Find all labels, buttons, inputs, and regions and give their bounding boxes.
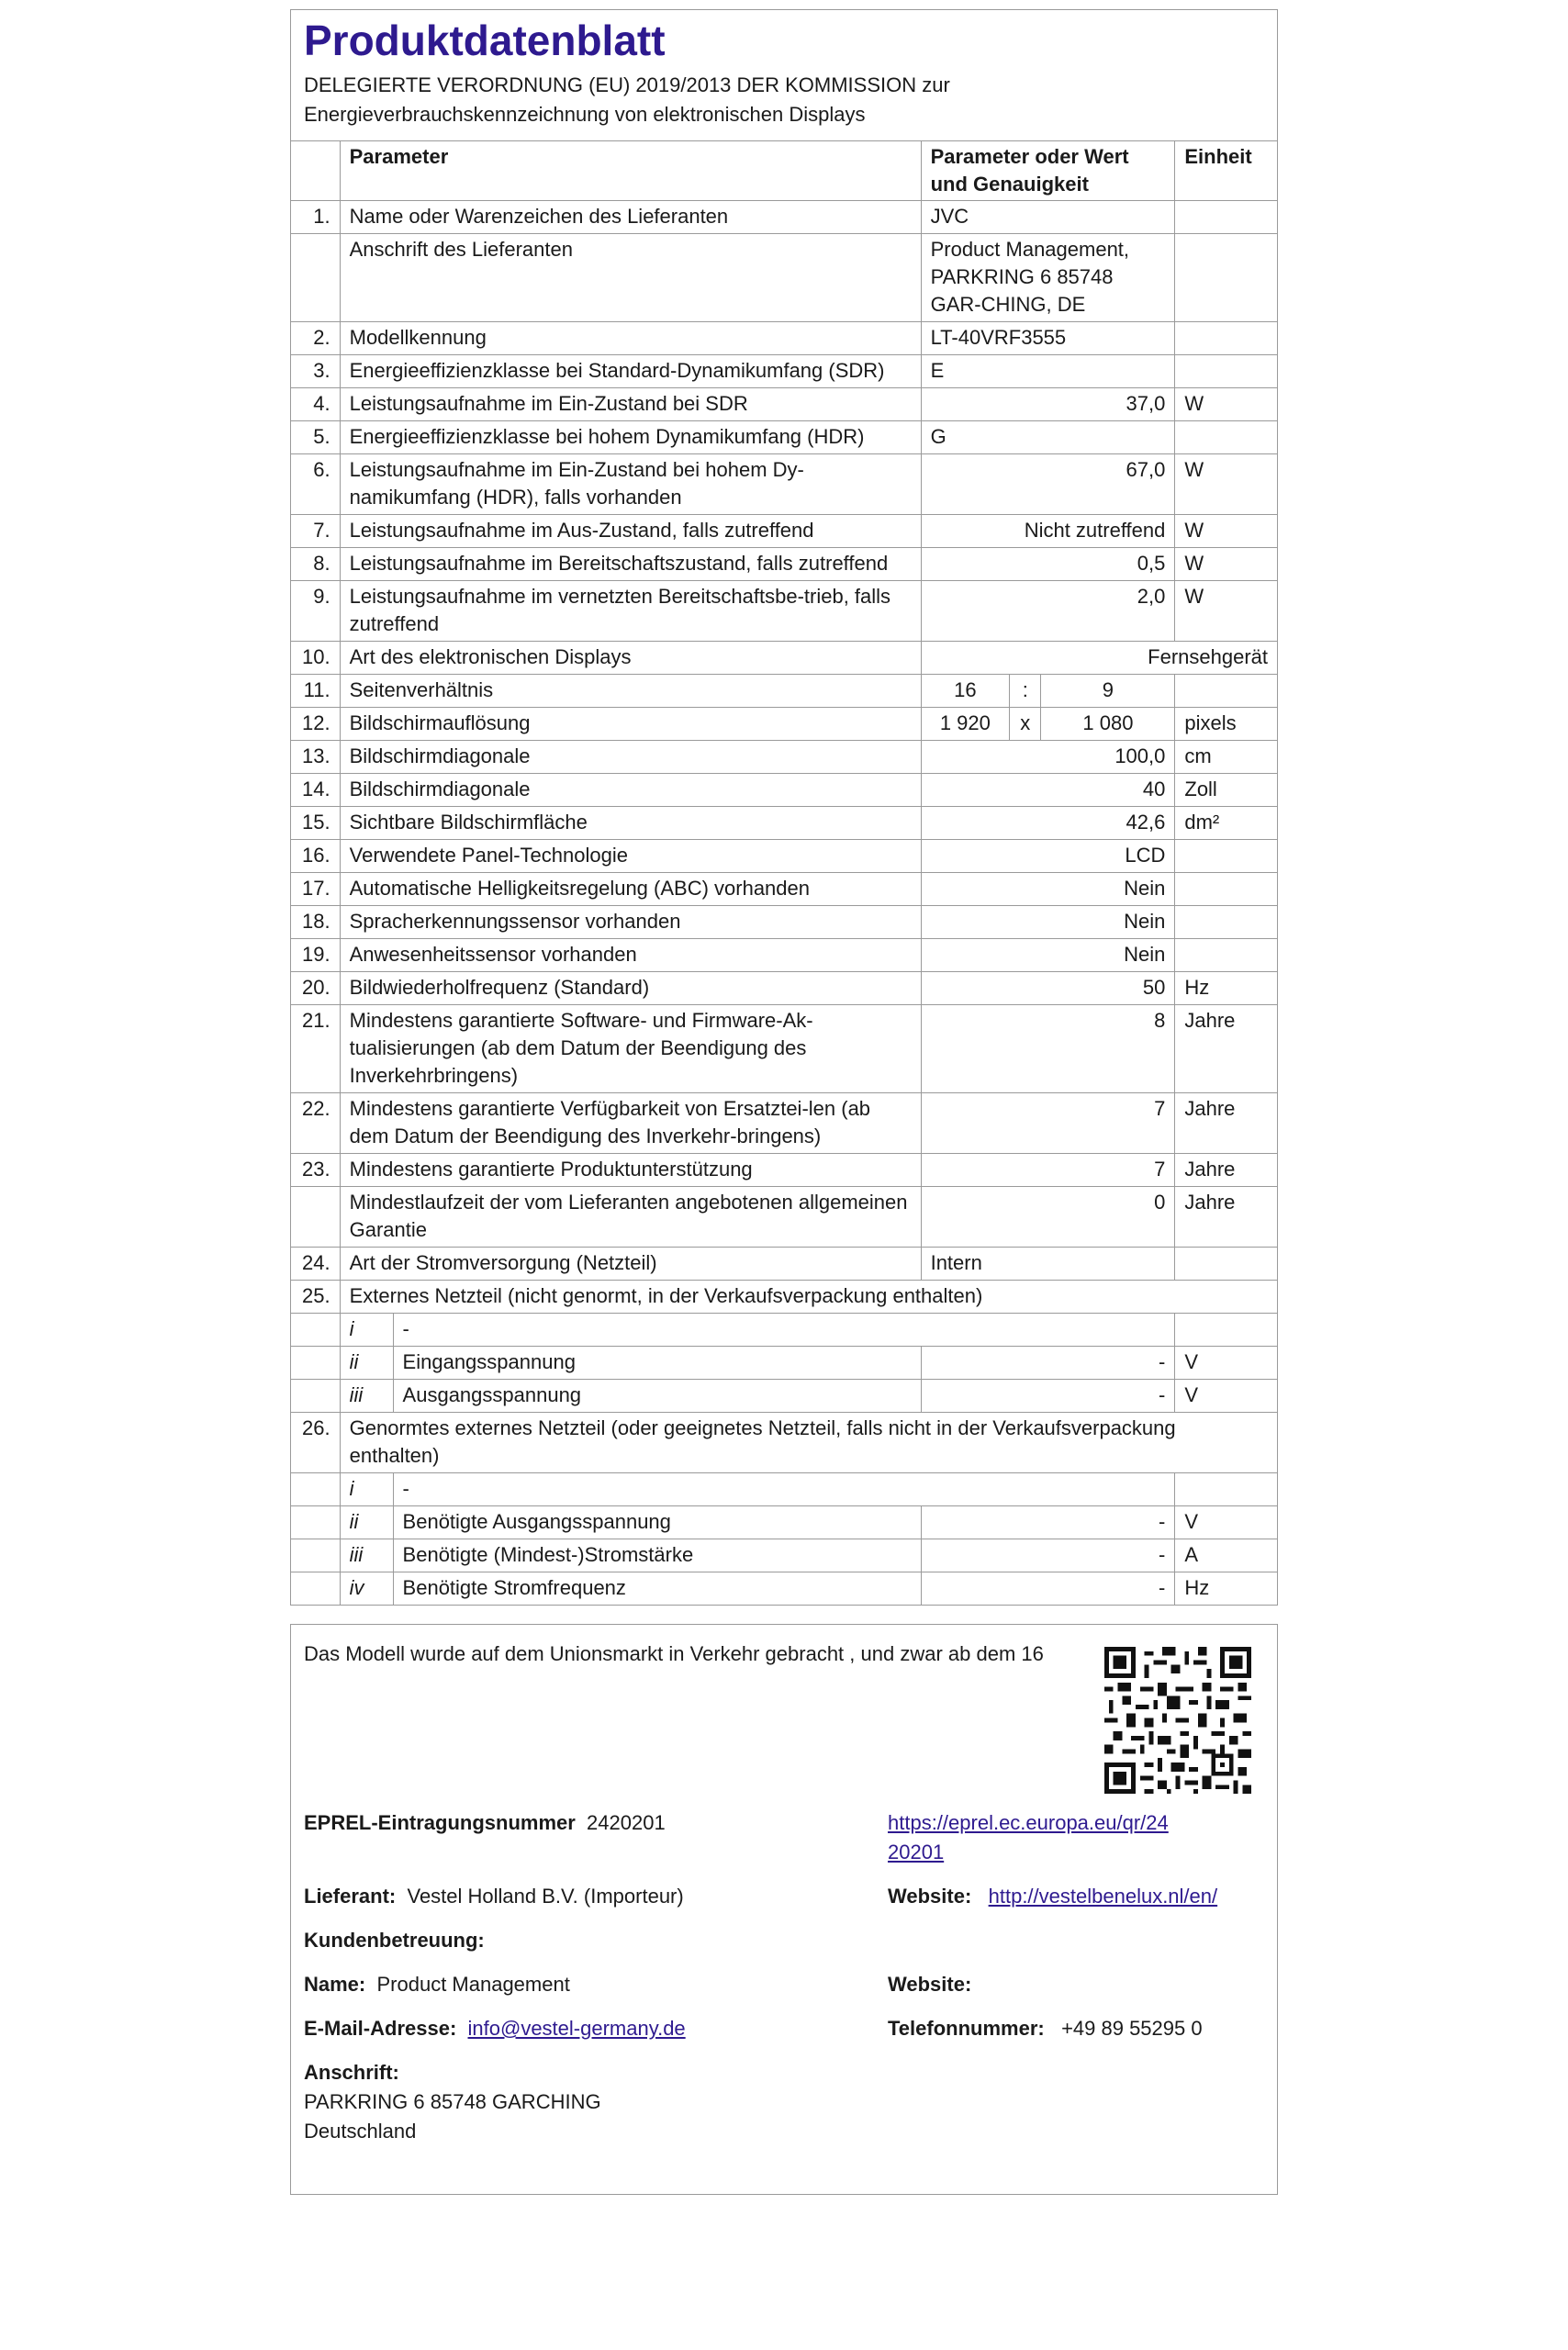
row-value: 2,0 <box>921 581 1175 642</box>
email-link[interactable]: info@vestel-germany.de <box>467 2017 686 2040</box>
subrow-label: Benötigte Stromfrequenz <box>393 1572 921 1606</box>
row-label: Bildwiederholfrequenz (Standard) <box>340 972 921 1005</box>
table-row <box>291 355 1278 388</box>
qr-code-icon[interactable] <box>1104 1647 1251 1794</box>
row-number: 13. <box>291 741 341 774</box>
row-number: 19. <box>291 939 341 972</box>
header-value: Parameter oder Wert und Genauigkeit <box>921 141 1175 201</box>
sheet-footer <box>290 1624 1278 2195</box>
row-number: 2. <box>291 322 341 355</box>
eprel-link[interactable] <box>888 1808 1169 1867</box>
subrow-label: - <box>393 1473 1175 1506</box>
row-number: 18. <box>291 906 341 939</box>
row-value: 8 <box>921 1005 1175 1093</box>
row-label: Spracherkennungssensor vorhanden <box>340 906 921 939</box>
table-row <box>291 388 1278 421</box>
row-label: Genormtes externes Netzteil (oder geeignetes Netzteil, falls nicht in der Verkaufsverpackung enthalten) <box>340 1413 1277 1473</box>
row-label: Automatische Helligkeitsregelung (ABC) vorhanden <box>340 873 921 906</box>
table-row <box>291 515 1278 548</box>
supplier-label: Lieferant: <box>304 1885 397 1908</box>
row-number: 11. <box>291 675 341 708</box>
subrow-index: ii <box>340 1506 393 1539</box>
subtitle-line-2: Energieverbrauchskennzeichnung von elektronischen Displays <box>304 103 866 126</box>
table-row <box>291 741 1278 774</box>
row-unit: Jahre <box>1175 1187 1278 1248</box>
row-value: 0 <box>921 1187 1175 1248</box>
eprel-link-line-1[interactable]: https://eprel.ec.europa.eu/qr/24 <box>888 1811 1169 1834</box>
table-subrow <box>291 1380 1278 1413</box>
subrow-value: - <box>921 1539 1175 1572</box>
service-website-label: Website: <box>888 1973 972 1996</box>
phone-block <box>888 2014 1203 2043</box>
row-unit <box>1175 873 1278 906</box>
row-number: 21. <box>291 1005 341 1093</box>
subrow-value: - <box>921 1380 1175 1413</box>
eprel-link-line-2[interactable]: 20201 <box>888 1841 945 1863</box>
table-row <box>291 873 1278 906</box>
subrow-value: - <box>921 1506 1175 1539</box>
table-row <box>291 840 1278 873</box>
table-row <box>291 708 1278 741</box>
row-number: 8. <box>291 548 341 581</box>
row-unit <box>1175 840 1278 873</box>
subrow-label: Ausgangsspannung <box>393 1380 921 1413</box>
row-number: 26. <box>291 1413 341 1473</box>
row-value: JVC <box>921 201 1175 234</box>
table-row <box>291 421 1278 454</box>
row-unit: Jahre <box>1175 1005 1278 1093</box>
table-row <box>291 1005 1278 1093</box>
row-number: 12. <box>291 708 341 741</box>
subrow-index: iv <box>340 1572 393 1606</box>
row-label: Mindestens garantierte Software- und Firmware-Ak-tualisierungen (ab dem Datum der Beendigung des Inverkehrbringens) <box>340 1005 921 1093</box>
row-value: 7 <box>921 1154 1175 1187</box>
aspect-ratio-width: 16 <box>921 675 1010 708</box>
subrow-unit: Hz <box>1175 1572 1278 1606</box>
table-row <box>291 581 1278 642</box>
table-subrow <box>291 1506 1278 1539</box>
phone-label: Telefonnummer: <box>888 2017 1045 2040</box>
row-value: Nein <box>921 939 1175 972</box>
table-row <box>291 774 1278 807</box>
subrow-unit: V <box>1175 1380 1278 1413</box>
row-value: 7 <box>921 1093 1175 1154</box>
row-number: 20. <box>291 972 341 1005</box>
row-number: 15. <box>291 807 341 840</box>
row-label: Leistungsaufnahme im Aus-Zustand, falls zutreffend <box>340 515 921 548</box>
parameter-table <box>290 140 1278 1606</box>
row-label: Bildschirmdiagonale <box>340 774 921 807</box>
row-label: Mindestens garantierte Verfügbarkeit von Ersatztei-len (ab dem Datum der Beendigung des Inverkehr-bringens) <box>340 1093 921 1154</box>
contact-name-label: Name: <box>304 1973 366 1996</box>
row-number: 23. <box>291 1154 341 1187</box>
subrow-unit: A <box>1175 1539 1278 1572</box>
row-number: 4. <box>291 388 341 421</box>
row-unit: Hz <box>1175 972 1278 1005</box>
table-row <box>291 642 1278 675</box>
row-unit: Jahre <box>1175 1154 1278 1187</box>
row-unit <box>1175 201 1278 234</box>
row-unit <box>1175 939 1278 972</box>
table-row <box>291 939 1278 972</box>
row-unit <box>1175 421 1278 454</box>
row-unit: W <box>1175 515 1278 548</box>
subrow-index: ii <box>340 1347 393 1380</box>
table-subrow <box>291 1539 1278 1572</box>
row-value: Nicht zutreffend <box>921 515 1175 548</box>
eprel-number: 2420201 <box>587 1811 666 1834</box>
row-unit <box>1175 234 1278 322</box>
row-value: 40 <box>921 774 1175 807</box>
row-label: Art des elektronischen Displays <box>340 642 921 675</box>
subrow-label: - <box>393 1314 1175 1347</box>
resolution-horizontal: 1 920 <box>921 708 1010 741</box>
email-label: E-Mail-Adresse: <box>304 2017 457 2040</box>
customer-service-heading: Kundenbetreuung: <box>304 1929 485 1952</box>
row-label: Leistungsaufnahme im Ein-Zustand bei hohem Dy-namikumfang (HDR), falls vorhanden <box>340 454 921 515</box>
contact-name-value: Product Management <box>376 1973 570 1996</box>
eprel-block <box>304 1808 666 1838</box>
table-row <box>291 454 1278 515</box>
subrow-index: iii <box>340 1380 393 1413</box>
table-row <box>291 807 1278 840</box>
row-label: Bildschirmauflösung <box>340 708 921 741</box>
website-link[interactable]: http://vestelbenelux.nl/en/ <box>988 1885 1218 1908</box>
product-data-sheet <box>290 9 1278 2195</box>
row-number: 25. <box>291 1281 341 1314</box>
resolution-separator: x <box>1010 708 1041 741</box>
row-number <box>291 1187 341 1248</box>
table-row <box>291 201 1278 234</box>
row-unit: W <box>1175 581 1278 642</box>
table-row <box>291 1154 1278 1187</box>
table-row <box>291 1281 1278 1314</box>
table-row <box>291 972 1278 1005</box>
aspect-ratio-separator: : <box>1010 675 1041 708</box>
address-label: Anschrift: <box>304 2061 399 2084</box>
website-label: Website: <box>888 1885 972 1908</box>
regulation-subtitle <box>304 71 1264 129</box>
phone-value: +49 89 55295 0 <box>1061 2017 1203 2040</box>
subrow-index: i <box>340 1314 393 1347</box>
subrow-unit: V <box>1175 1506 1278 1539</box>
row-unit <box>1175 1248 1278 1281</box>
table-subrow <box>291 1473 1278 1506</box>
email-block <box>304 2014 686 2043</box>
row-label: Seitenverhältnis <box>340 675 921 708</box>
table-row <box>291 322 1278 355</box>
header-parameter: Parameter <box>340 141 921 201</box>
row-label: Bildschirmdiagonale <box>340 741 921 774</box>
address-line-1: PARKRING 6 85748 GARCHING <box>304 2090 601 2113</box>
row-unit: W <box>1175 388 1278 421</box>
row-number: 14. <box>291 774 341 807</box>
subrow-index: iii <box>340 1539 393 1572</box>
row-label: Energieeffizienzklasse bei hohem Dynamikumfang (HDR) <box>340 421 921 454</box>
row-unit: Jahre <box>1175 1093 1278 1154</box>
row-value: 42,6 <box>921 807 1175 840</box>
row-number <box>291 234 341 322</box>
sheet-header <box>290 9 1278 140</box>
table-row <box>291 1248 1278 1281</box>
resolution-vertical: 1 080 <box>1041 708 1175 741</box>
contact-name-block <box>304 1970 570 1999</box>
row-unit <box>1175 322 1278 355</box>
row-label: Name oder Warenzeichen des Lieferanten <box>340 201 921 234</box>
subrow-value: - <box>921 1347 1175 1380</box>
subrow-unit: V <box>1175 1347 1278 1380</box>
subrow-label: Benötigte Ausgangsspannung <box>393 1506 921 1539</box>
row-label: Verwendete Panel-Technologie <box>340 840 921 873</box>
row-number: 5. <box>291 421 341 454</box>
row-unit: Zoll <box>1175 774 1278 807</box>
row-unit <box>1175 906 1278 939</box>
row-value: 50 <box>921 972 1175 1005</box>
row-unit: dm² <box>1175 807 1278 840</box>
subrow-label: Eingangsspannung <box>393 1347 921 1380</box>
row-number: 3. <box>291 355 341 388</box>
row-unit <box>1175 355 1278 388</box>
row-value: Product Management, PARKRING 6 85748 GAR-CHING, DE <box>921 234 1175 322</box>
supplier-value: Vestel Holland B.V. (Importeur) <box>407 1885 684 1908</box>
table-subrow <box>291 1347 1278 1380</box>
supplier-block <box>304 1882 684 1911</box>
row-value: E <box>921 355 1175 388</box>
row-label: Energieeffizienzklasse bei Standard-Dynamikumfang (SDR) <box>340 355 921 388</box>
subrow-index: i <box>340 1473 393 1506</box>
row-unit: cm <box>1175 741 1278 774</box>
table-row <box>291 234 1278 322</box>
row-unit: W <box>1175 548 1278 581</box>
row-unit: pixels <box>1175 708 1278 741</box>
row-label: Mindestlaufzeit der vom Lieferanten angebotenen allgemeinen Garantie <box>340 1187 921 1248</box>
address-line-2: Deutschland <box>304 2120 417 2143</box>
row-unit: W <box>1175 454 1278 515</box>
eprel-label: EPREL-Eintragungsnummer <box>304 1811 576 1834</box>
row-number: 17. <box>291 873 341 906</box>
row-label: Anwesenheitssensor vorhanden <box>340 939 921 972</box>
row-value: 37,0 <box>921 388 1175 421</box>
row-number: 10. <box>291 642 341 675</box>
subrow-value: - <box>921 1572 1175 1606</box>
table-subrow <box>291 1314 1278 1347</box>
row-label: Anschrift des Lieferanten <box>340 234 921 322</box>
row-value: Nein <box>921 873 1175 906</box>
row-value: Nein <box>921 906 1175 939</box>
address-block <box>304 2058 601 2146</box>
row-label: Externes Netzteil (nicht genormt, in der Verkaufsverpackung enthalten) <box>340 1281 1277 1314</box>
subrow-label: Benötigte (Mindest-)Stromstärke <box>393 1539 921 1572</box>
row-label: Art der Stromversorgung (Netzteil) <box>340 1248 921 1281</box>
row-label: Sichtbare Bildschirmfläche <box>340 807 921 840</box>
row-number: 9. <box>291 581 341 642</box>
row-value: 0,5 <box>921 548 1175 581</box>
table-row <box>291 548 1278 581</box>
row-value: LCD <box>921 840 1175 873</box>
table-row <box>291 1187 1278 1248</box>
page-title: Produktdatenblatt <box>304 17 666 64</box>
website-block <box>888 1882 1217 1911</box>
market-date-text: Das Modell wurde auf dem Unionsmarkt in Verkehr gebracht , und zwar ab dem 16 <box>304 1642 1044 1665</box>
row-label: Leistungsaufnahme im Bereitschaftszustand, falls zutreffend <box>340 548 921 581</box>
table-subrow <box>291 1572 1278 1606</box>
row-number: 22. <box>291 1093 341 1154</box>
row-label: Leistungsaufnahme im vernetzten Bereitschaftsbe-trieb, falls zutreffend <box>340 581 921 642</box>
row-label: Leistungsaufnahme im Ein-Zustand bei SDR <box>340 388 921 421</box>
subtitle-line-1: DELEGIERTE VERORDNUNG (EU) 2019/2013 DER KOMMISSION zur <box>304 73 950 96</box>
row-number: 6. <box>291 454 341 515</box>
row-number: 1. <box>291 201 341 234</box>
table-row <box>291 1413 1278 1473</box>
row-label: Modellkennung <box>340 322 921 355</box>
row-number: 24. <box>291 1248 341 1281</box>
table-header-row <box>291 141 1278 201</box>
table-row <box>291 675 1278 708</box>
row-number: 16. <box>291 840 341 873</box>
row-value: Intern <box>921 1248 1175 1281</box>
table-row <box>291 1093 1278 1154</box>
row-value: LT-40VRF3555 <box>921 322 1175 355</box>
row-value: Fernsehgerät <box>921 642 1277 675</box>
table-row <box>291 906 1278 939</box>
row-number: 7. <box>291 515 341 548</box>
row-value: 100,0 <box>921 741 1175 774</box>
row-label: Mindestens garantierte Produktunterstützung <box>340 1154 921 1187</box>
row-value: G <box>921 421 1175 454</box>
header-unit: Einheit <box>1175 141 1278 201</box>
aspect-ratio-height: 9 <box>1041 675 1175 708</box>
row-value: 67,0 <box>921 454 1175 515</box>
